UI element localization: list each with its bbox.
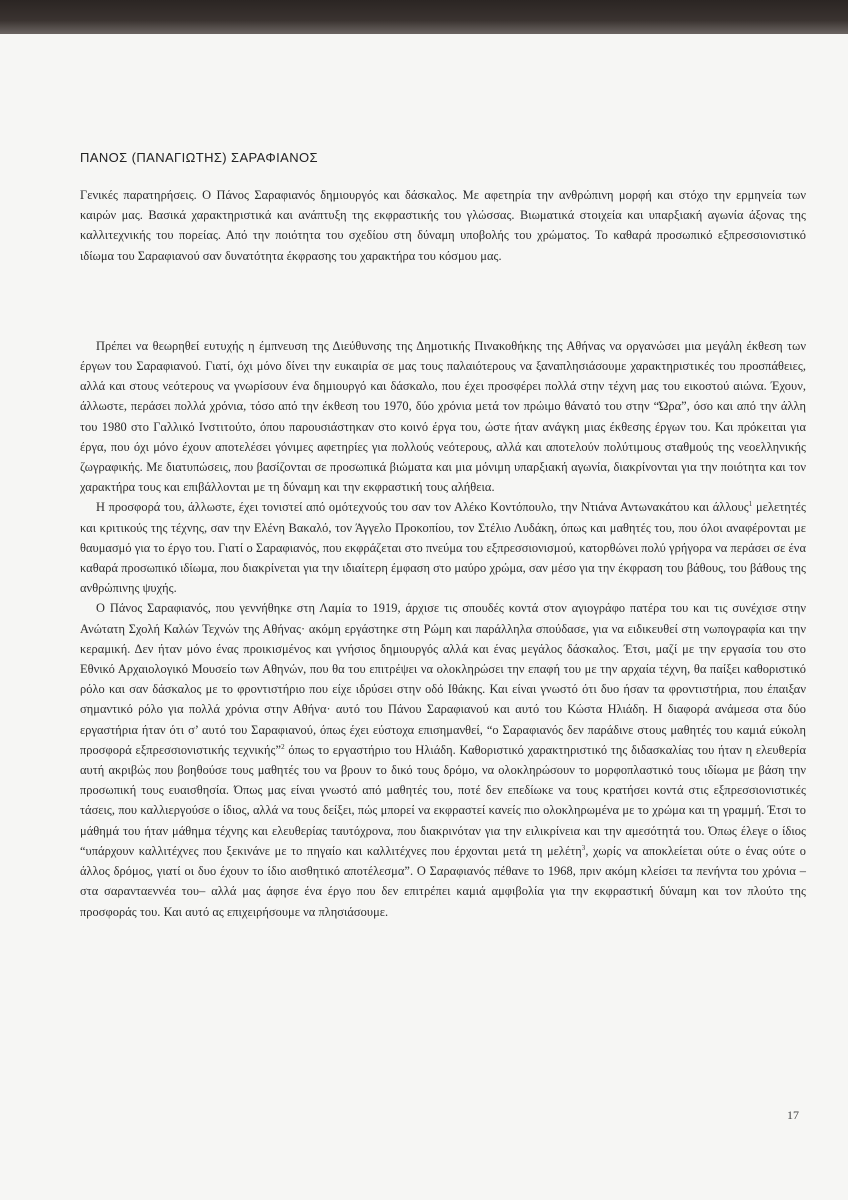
paragraph-2 — [80, 497, 806, 598]
body-text — [80, 336, 806, 922]
paragraph-3 — [80, 598, 806, 921]
scan-top-edge — [0, 0, 848, 34]
abstract-paragraph: Γενικές παρατηρήσεις. Ο Πάνος Σαραφιανός δημιουργός και δάσκαλος. Με αφετηρία την ανθρώπινη μορφή και στόχο την ερμηνεία των καιρών μας. Βασικά χαρακτηριστικά και ανάπτυξη της εκφραστικής του γλώσσας. Βιωματικά στοιχεία και υπαρξιακή αγωνία άξονας της καλλιτεχνικής του πορείας. Από την ποιότητα του σχεδίου στη δύναμη υποβολής του χρώματος. Το καθαρά προσωπικό εξπρεσσιονιστικό ιδίωμα του Σαραφιανού σαν δυνατότητα έκφρασης του χαρακτήρα του κόσμου μας. — [80, 188, 806, 263]
paragraph-1: Πρέπει να θεωρηθεί ευτυχής η έμπνευση της Διεύθυνσης της Δημοτικής Πινακοθήκης της Αθήνας να οργανώσει μια μεγάλη έκθεση των έργων του Σαραφιανού. Γιατί, όχι μόνο δίνει την ευκαιρία σε μας τους παλαιότερους να ξαναπλησιάσουμε χαρακτηριστικές του προσπάθειες, αλλά και στους νεότερους να γνωρίσουν ένα δημιουργό και δάσκαλο, που έχει προσφέρει πολλά στην τέχνη μας του εικοστού αιώνα. Έχουν, άλλωστε, περάσει πολλά χρόνια, τόσο από την έκθεση του 1970, δύο χρόνια μετά τον πρώιμο θάνατό του στην “Ώρα”, όσο και από την άλλη του 1980 στο Γαλλικό Ινστιτούτο, όπου παρουσιάστηκαν στο κοινό έργα του, ώστε ήταν ανάγκη μιας έκθεσης έργων του. Και πρόκειται για έργα, που όχι μόνο έχουν αποτελέσει γόνιμες αφετηρίες για πολλούς νεότερους, αλλά και αποτελούν πολύτιμους σταθμούς της νεοελληνικής ζωγραφικής. Με διατυπώσεις, που βασίζονται σε προσωπικά βιώματα και μια μόνιμη υπαρξιακή αγωνία, διακρίνονται για την ποιότητα και τον χαρακτήρα τους και επιβάλλονται με τη δύναμη και την εκφραστική τους αλήθεια. — [80, 338, 806, 495]
paragraph-3-text-c: , χωρίς να αποκλείεται ούτε ο ένας ούτε ο άλλος δρόμος, γιατί οι δυο έχουν το ίδιο αισθητικό αποτέλεσμα”. Ο Σαραφιανός πέθανε το 1968, πριν ακόμη κλείσει τα πενήντα του χρόνια –στα σαρανταεννέα του– αλλά μας άφησε ένα έργο που δεν επιτρέπει καμιά αμφιβολία για την εκφραστική δύναμη και τον πλούτο της προσφοράς του. Και αυτό ας επιχειρήσουμε να πλησιάσουμε. — [80, 843, 807, 919]
footnote-ref-1: 1 — [748, 500, 753, 509]
paragraph-3-text-a: Ο Πάνος Σαραφιανός, που γεννήθηκε στη Λαμία το 1919, άρχισε τις σπουδές κοντά στον αγιογράφο πατέρα του και τις συνέχισε στην Ανώτατη Σχολή Καλών Τεχνών της Αθήνας· ακόμη εργάστηκε στη Ρώμη και παράλληλα σπούδασε, για να ειδικευθεί στη νωπογραφία και την κεραμική. Δεν ήταν μόνο ένας προικισμένος και γνήσιος δημιουργός αλλά και ένας μεγάλος δάσκαλος. Έτσι, μαζί με την εργασία του στο Εθνικό Αρχαιολογικό Μουσείο των Αθηνών, που θα του επιτρέψει να ολοκληρώσει την επαφή του με την αρχαία τέχνη, θα παίξει καθοριστικό ρόλο και σαν δάσκαλος με το φροντιστήριο που είχε ιδρύσει στην οδό Ιθάκης. Και είναι γνωστό ότι δυο ήσαν τα φροντιστήρια, που έπαιξαν σημαντικό ρόλο για πολλά χρόνια στην Αθήνα· αυτό του Πάνου Σαραφιανού και αυτό του Κώστα Ηλιάδη. Η διαφορά ανάμεσα στα δύο εργαστήρια ήταν ότι σ’ αυτό του Σαραφιανού, όπως έχει εύστοχα επισημανθεί, “ο Σαραφιανός δεν παράδινε στους μαθητές του καμιά εύκολη προσφορά εξπρεσσιονιστικής τεχνικής” — [80, 601, 806, 757]
page-number: 17 — [787, 1108, 799, 1122]
paragraph-2-text-a: Η προσφορά του, άλλωστε, έχει τονιστεί από ομότεχνούς του σαν τον Αλέκο Κοντόπουλο, την Ντιάνα Αντωνακάτου και άλλους — [96, 500, 749, 515]
footnote-ref-3: 3 — [581, 843, 586, 852]
paragraph-3-text-b: όπως το εργαστήριο του Ηλιάδη. Καθοριστικό χαρακτηριστικό της διδασκαλίας του ήταν η ελευθερία αυτή ακριβώς που βοηθούσε τους μαθητές του να βρουν το δικό τους δρόμο, να ολοκληρώσουν το μορφοπλαστικό τους ιδίωμα με βάση την προσωπική τους ευαισθησία. Όπως μας είναι γνωστό από μαθητές του, ποτέ δεν επεδίωκε να τους κρατήσει κοντά στις εξπρεσσιονιστικές τάσεις, που καλλιεργούσε ο ίδιος, αλλά να τους δείξει, πώς μπορεί να εκφραστεί κανείς πιο ολοκληρωμένα με το χρώμα και τη γραμμή. Έτσι το μάθημά του ήταν μάθημα τέχνης και ελευθερίας ταυτόχρονα, που διακρινόταν για την ειλικρίνεια και την αμεσότητά του. Όπως έλεγε ο ίδιος “υπάρχουν καλλιτέχνες που ξεκινάνε με το πηγαίο και καλλιτέχνες που έρχονται μετά τη μελέτη — [80, 742, 806, 858]
footnote-ref-2: 2 — [281, 742, 285, 751]
document-page — [80, 150, 806, 922]
paragraph-2-text-b: μελετητές και κριτικούς της τέχνης, σαν την Ελένη Βακαλό, τον Άγγελο Προκοπίου, τον Στέλιο Λυδάκη, όπως και μαθητές του, που όλοι αναφέρονται με θαυμασμό για το έργο του. Γιατί ο Σαραφιανός, που εκφράζεται στο πνεύμα του εξπρεσσιονισμού, κατορθώνει πολύ γρήγορα να περάσει σε ένα καθαρά προσωπικό ιδίωμα, που διακρίνεται για την ιδιαίτερη έμφαση στο μαύρο χρώμα, σαν μέσο για την έκφραση του βάθους, του βάθους της ανθρώπινης ψυχής. — [80, 500, 806, 596]
page-title: ΠΑΝΟΣ (ΠΑΝΑΓΙΩΤΗΣ) ΣΑΡΑΦΙΑΝΟΣ — [80, 150, 318, 165]
